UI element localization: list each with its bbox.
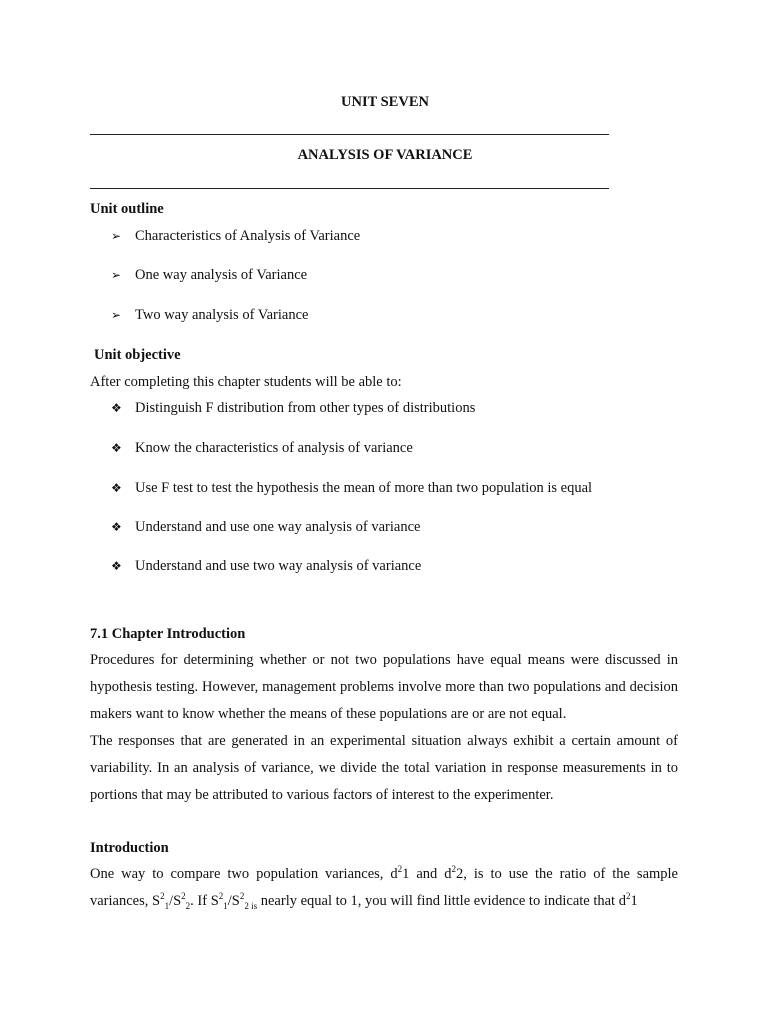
objective-intro: After completing this chapter students will be able to: [90, 374, 402, 390]
arrowhead-bullet-icon: ➢ [111, 268, 122, 282]
four-diamond-bullet-icon: ❖ [111, 481, 122, 495]
introduction-heading: Introduction [90, 840, 169, 856]
section-heading-7-1: 7.1 Chapter Introduction [90, 626, 246, 642]
arrowhead-bullet-icon: ➢ [111, 308, 122, 322]
outline-heading: Unit outline [90, 201, 164, 217]
introduction-paragraph: One way to compare two population variances, $d^21$ and $d^22$, is to use the ratio of the sample variances, $S^2_1/S^2_2$. If $S^2_1/S^2_{2 is}$ nearly equal to 1, you will find little evidence to indicate that $d^21$ [90, 864, 678, 911]
four-diamond-bullet-icon: ❖ [111, 559, 122, 573]
outline-item: ➢ Characteristics of Analysis of Variance [111, 228, 361, 244]
objective-item: ❖ Understand and use two way analysis of variance [111, 558, 422, 574]
four-diamond-bullet-icon: ❖ [111, 441, 122, 455]
arrowhead-bullet-icon: ➢ [111, 229, 122, 243]
objective-item: ❖ Use F test to test the hypothesis the mean of more than two population is equal [111, 480, 593, 496]
objective-item: ❖ Understand and use one way analysis of variance [111, 519, 421, 535]
objective-heading: Unit objective [94, 347, 181, 363]
outline-item: ➢ Two way analysis of Variance [111, 307, 309, 323]
objective-item: ❖ Distinguish F distribution from other types of distributions [111, 400, 476, 416]
four-diamond-bullet-icon: ❖ [111, 520, 122, 534]
outline-item: ➢ One way analysis of Variance [111, 267, 308, 283]
four-diamond-bullet-icon: ❖ [111, 401, 122, 415]
header-rule-top [90, 134, 609, 135]
section-7-1-paragraph-1: Procedures for determining whether or not two populations have equal means were discussed in hypothesis testing. However, management problems involve more than two populations and decision makers want to know whether the means of these populations are or are not equal. [90, 652, 678, 722]
header-rule-bottom [90, 188, 609, 189]
section-7-1-paragraph-2: The responses that are generated in an experimental situation always exhibit a certain amount of variability. In an analysis of variance, we divide the total variation in response measurements in to portions that may be attributed to various factors of interest to the experimenter. [90, 733, 678, 803]
objective-item: ❖ Know the characteristics of analysis of variance [111, 440, 413, 456]
chapter-title: ANALYSIS OF VARIANCE [297, 147, 473, 163]
unit-title: UNIT SEVEN [341, 94, 429, 110]
